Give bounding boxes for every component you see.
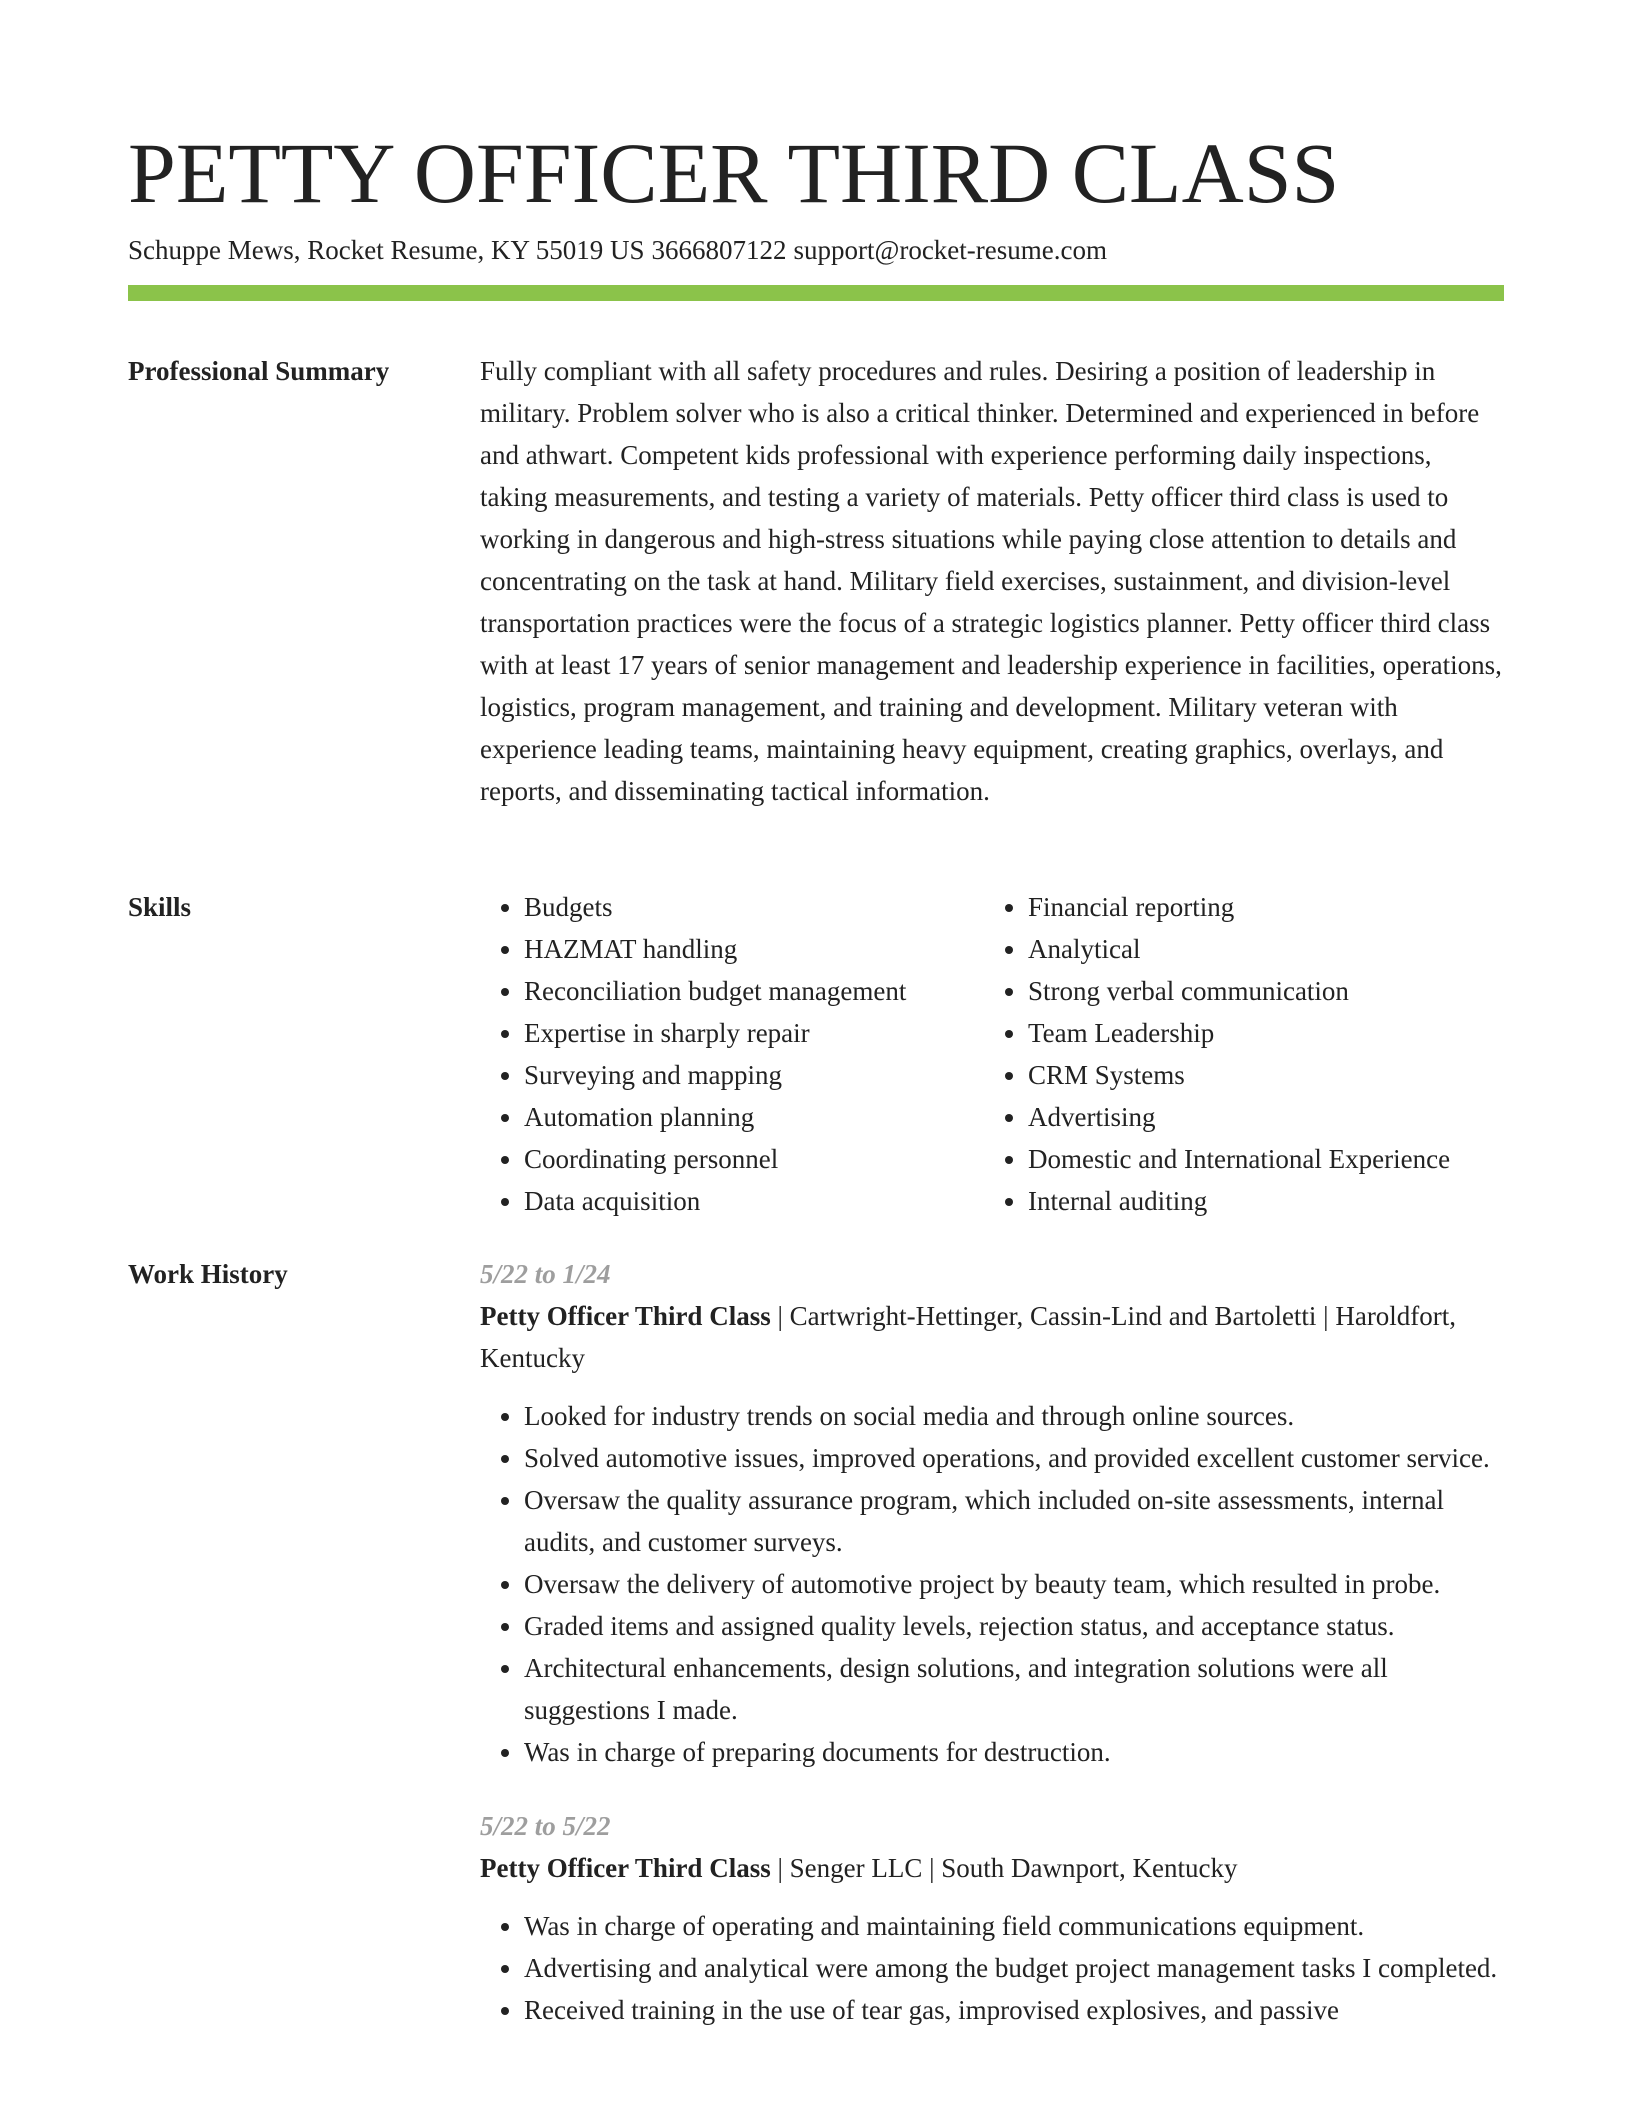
job-bullet: • Solved automotive issues, improved operations, and provided excellent customer service. <box>524 1437 1504 1479</box>
skill-item: • CRM Systems <box>1028 1054 1488 1096</box>
contact-phone: 3666807122 <box>651 235 787 265</box>
job-heading <box>480 1847 1504 1889</box>
job-bullet-list <box>480 1395 1504 1773</box>
skill-item: • Analytical <box>1028 928 1488 970</box>
skill-item: • Strong verbal communication <box>1028 970 1488 1012</box>
skills-columns <box>480 886 1504 1222</box>
job-bullet: • Was in charge of preparing documents for destruction. <box>524 1731 1504 1773</box>
skill-item: • Budgets <box>524 886 984 928</box>
job-heading <box>480 1295 1504 1379</box>
skills-section <box>480 886 1504 1222</box>
resume-name: PETTY OFFICER THIRD CLASS <box>128 125 1340 221</box>
job-bullet: • Looked for industry trends on social media and through online sources. <box>524 1395 1504 1437</box>
job-employer-location: | Senger LLC | South Dawnport, Kentucky <box>770 1853 1238 1883</box>
skills-list-right <box>984 886 1488 1222</box>
job-bullet: • Was in charge of operating and maintaining field communications equipment. <box>524 1905 1504 1947</box>
job-dates: 5/22 to 1/24 <box>480 1259 611 1289</box>
skill-item: • Domestic and International Experience <box>1028 1138 1488 1180</box>
job-title: Petty Officer Third Class <box>480 1853 771 1883</box>
summary-text: Fully compliant with all safety procedures and rules. Desiring a position of leadership in military. Problem solver who is also a critical thinker. Determined and experienced in before and athwart. Competent kids professional with experience performing daily inspections, taking measurements, and testing a variety of materials. Petty officer third class is used to working in dangerous and high-stress situations while paying close attention to details and concentrating on the task at hand. Military field exercises, sustainment, and division-level transportation practices were the focus of a strategic logistics planner. Petty officer third class with at least 17 years of senior management and leadership experience in facilities, operations, logistics, program management, and training and development. Military veteran with experience leading teams, maintaining heavy equipment, creating graphics, overlays, and reports, and disseminating tactical information. <box>480 356 1502 806</box>
skills-list-left <box>480 886 984 1222</box>
job-bullet: • Oversaw the delivery of automotive project by beauty team, which resulted in probe. <box>524 1563 1504 1605</box>
skill-item: • Expertise in sharply repair <box>524 1012 984 1054</box>
skill-item: • Coordinating personnel <box>524 1138 984 1180</box>
job-title: Petty Officer Third Class <box>480 1301 771 1331</box>
skill-item: • Data acquisition <box>524 1180 984 1222</box>
work-history-section <box>480 1253 1504 2031</box>
job-bullet: • Oversaw the quality assurance program, which included on-site assessments, internal audits, and customer surveys. <box>524 1479 1504 1563</box>
contact-email: support@rocket-resume.com <box>793 235 1107 265</box>
contact-line <box>128 232 1107 268</box>
skill-item: • Financial reporting <box>1028 886 1488 928</box>
job-bullet: • Advertising and analytical were among the budget project management tasks I completed. <box>524 1947 1504 1989</box>
skill-item: • HAZMAT handling <box>524 928 984 970</box>
job-bullet-list <box>480 1905 1504 2031</box>
job-employer-location: | Cartwright-Hettinger, Cassin-Lind and Bartoletti | Haroldfort, Kentucky <box>480 1301 1457 1373</box>
job-entry <box>480 1253 1504 1773</box>
skill-item: • Internal auditing <box>1028 1180 1488 1222</box>
job-bullet: • Received training in the use of tear gas, improvised explosives, and passive <box>524 1989 1504 2031</box>
skill-item: • Reconciliation budget management <box>524 970 984 1012</box>
contact-address: Schuppe Mews, Rocket Resume, KY 55019 US <box>128 235 645 265</box>
job-bullet: • Graded items and assigned quality levels, rejection status, and acceptance status. <box>524 1605 1504 1647</box>
skills-column-left <box>480 886 984 1222</box>
skill-item: • Automation planning <box>524 1096 984 1138</box>
work-history-label: Work History <box>128 1259 288 1289</box>
job-entry <box>480 1805 1504 2031</box>
job-dates: 5/22 to 5/22 <box>480 1811 611 1841</box>
skills-label: Skills <box>128 892 192 922</box>
summary-label: Professional Summary <box>128 356 390 386</box>
summary-section <box>480 350 1504 812</box>
skill-item: • Team Leadership <box>1028 1012 1488 1054</box>
header-divider <box>128 285 1504 301</box>
skills-column-right <box>984 886 1488 1222</box>
skill-item: • Advertising <box>1028 1096 1488 1138</box>
skill-item: • Surveying and mapping <box>524 1054 984 1096</box>
job-bullet: • Architectural enhancements, design solutions, and integration solutions were all suggestions I made. <box>524 1647 1504 1731</box>
